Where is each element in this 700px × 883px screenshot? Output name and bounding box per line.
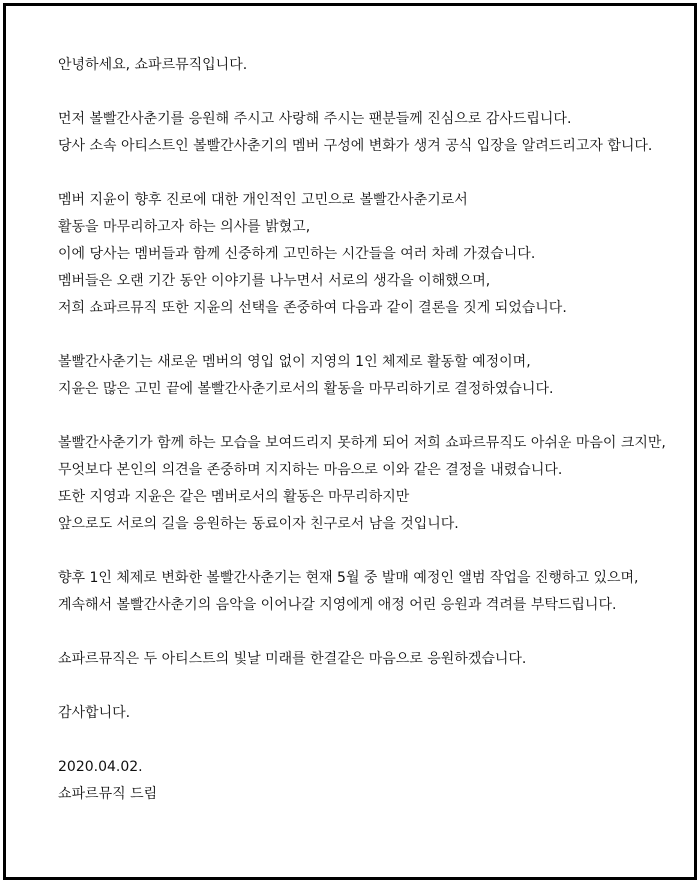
date-line: 2020.04.02. (58, 759, 143, 775)
text-line: 앞으로도 서로의 길을 응원하는 동료이자 친구로서 남을 것입니다. (58, 516, 459, 532)
text-line: 당사 소속 아티스트인 볼빨간사춘기의 멤버 구성에 변화가 생겨 공식 입장을 알려드리고자 합니다. (58, 138, 653, 154)
text-line: 멤버 지윤이 향후 진로에 대한 개인적인 고민으로 볼빨간사춘기로서 (58, 192, 468, 208)
paragraph-6: 쇼파르뮤직은 두 아티스트의 빛날 미래를 한결같은 마음으로 응원하겠습니다. (58, 651, 527, 667)
closing-line: 감사합니다. (58, 705, 131, 721)
text-line: 무엇보다 본인의 의견을 존중하며 지지하는 마음으로 이와 같은 결정을 내렸습니다. (58, 462, 563, 478)
letter-body (58, 52, 674, 808)
paragraph-1 (58, 106, 674, 160)
greeting-line: 안녕하세요, 쇼파르뮤직입니다. (58, 57, 248, 73)
text-line: 향후 1인 체제로 변화한 볼빨간사춘기는 현재 5월 중 발매 예정인 앨범 작업을 진행하고 있으며, (58, 570, 639, 586)
text-line: 활동을 마무리하고자 하는 의사를 밝혔고, (58, 219, 311, 235)
text-line: 멤버들은 오랜 기간 동안 이야기를 나누면서 서로의 생각을 이해했으며, (58, 273, 491, 289)
text-line: 계속해서 볼빨간사춘기의 음악을 이어나갈 지영에게 애정 어린 응원과 격려를 부탁드립니다. (58, 597, 617, 613)
text-line: 이에 당사는 멤버들과 함께 신중하게 고민하는 시간들을 여러 차례 가졌습니다. (58, 246, 536, 262)
paragraph-3 (58, 349, 674, 403)
text-line: 볼빨간사춘기가 함께 하는 모습을 보여드리지 못하게 되어 저희 쇼파르뮤직도 아쉬운 마음이 크지만, (58, 435, 666, 451)
text-line: 먼저 볼빨간사춘기를 응원해 주시고 사랑해 주시는 팬분들께 진심으로 감사드립니다. (58, 111, 572, 127)
text-line: 또한 지영과 지윤은 같은 멤버로서의 활동은 마무리하지만 (58, 489, 410, 505)
letter-frame (3, 3, 697, 880)
paragraph-2 (58, 187, 674, 322)
signature-line: 쇼파르뮤직 드림 (58, 786, 158, 802)
text-line: 저희 쇼파르뮤직 또한 지윤의 선택을 존중하여 다음과 같이 결론을 짓게 되었습니다. (58, 300, 567, 316)
paragraph-5 (58, 565, 674, 619)
paragraph-4 (58, 430, 674, 538)
text-line: 볼빨간사춘기는 새로운 멤버의 영입 없이 지영의 1인 체제로 활동할 예정이며, (58, 354, 531, 370)
text-line: 지윤은 많은 고민 끝에 볼빨간사춘기로서의 활동을 마무리하기로 결정하였습니다. (58, 381, 554, 397)
